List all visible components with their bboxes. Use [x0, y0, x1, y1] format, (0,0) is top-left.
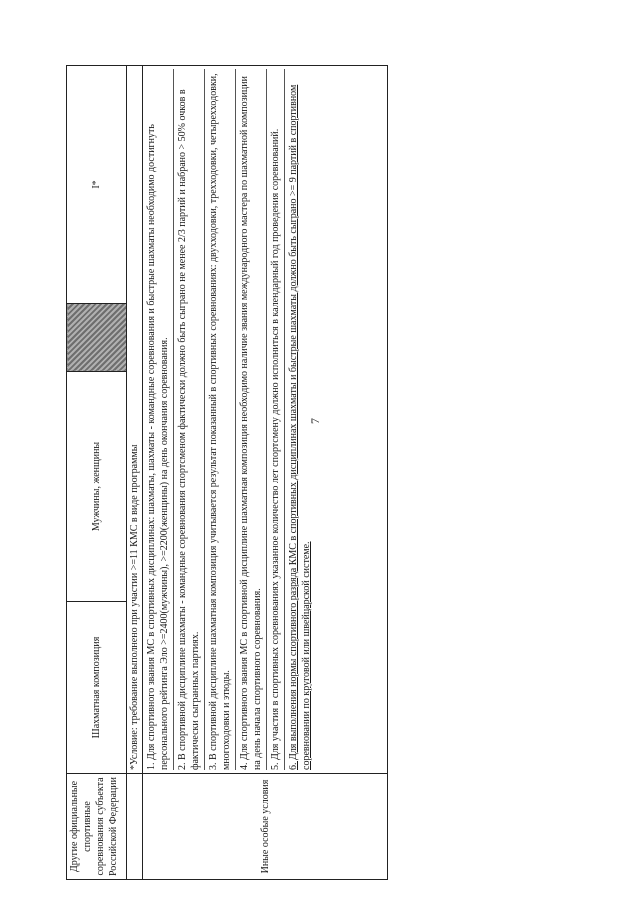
special-conditions-label-cell	[143, 774, 388, 880]
rotated-table-wrapper	[66, 66, 388, 880]
rank-mark: I*	[91, 180, 102, 189]
list-item: 6. Для выполнения нормы спортивного разряда КМС в спортивных дисциплинах шахматы и быстрые шахматы должно быть сыграно >= 9 партий в спортивном соревновании по круговой или швейцарской системе.	[288, 84, 312, 770]
list-item: 2. В спортивной дисциплине шахматы - командные соревнования спортсменом фактически должно быть сыграно не менее 2/3 партий и набрано > 50% очков в фактически сыгранных партиях.	[175, 69, 205, 770]
gender-text: Мужчины, женщины	[91, 441, 102, 532]
competition-label: Другие официальные спортивные соревнования субъекта Российской Федерации	[69, 776, 119, 876]
gender-cell	[67, 372, 127, 602]
condition-cell	[127, 66, 143, 774]
list-item: 1. Для спортивного звания МС в спортивных дисциплинах: шахматы, шахматы - командные соревнования и быстрые шахматы необходимо достигнуть персонального рейтинга Эло >=2400(мужчины), >=2200(женщины) на день окончания соревнования.	[144, 69, 174, 770]
shaded-cell	[67, 304, 127, 372]
empty-label-cell	[127, 774, 143, 880]
list-item: 5. Для участия в спортивных соревнованиях указанное количество лет спортсмену должно исполниться в календарный год проведения соревнований.	[268, 69, 285, 770]
condition-text: *Условие: требование выполнено при участии >=11 КМС в виде программы	[129, 444, 140, 770]
competition-label-cell	[67, 774, 127, 880]
discipline-cell	[67, 602, 127, 774]
table-row	[67, 66, 127, 880]
table-row	[127, 66, 143, 880]
page-number: 7	[308, 418, 322, 424]
special-conditions-list	[143, 66, 388, 774]
table-row	[143, 66, 388, 880]
rank-mark-cell	[67, 66, 127, 304]
requirements-table	[66, 65, 388, 880]
list-item: 4. Для спортивного звания МС в спортивной дисциплине шахматная композиция необходимо наличие звания международного мастера по шахматной композиции на день начала спортивного соревнования.	[237, 69, 267, 770]
discipline-text: Шахматная композиция	[91, 636, 102, 739]
special-conditions-label: Иные особые условия	[259, 779, 271, 874]
list-item: 3. В спортивной дисциплине шахматная композиция учитывается результат показанный в спортивных соревнованиях: двухходовки, трехходовки, четырехходовки, многоходовки и этюды.	[206, 69, 236, 770]
